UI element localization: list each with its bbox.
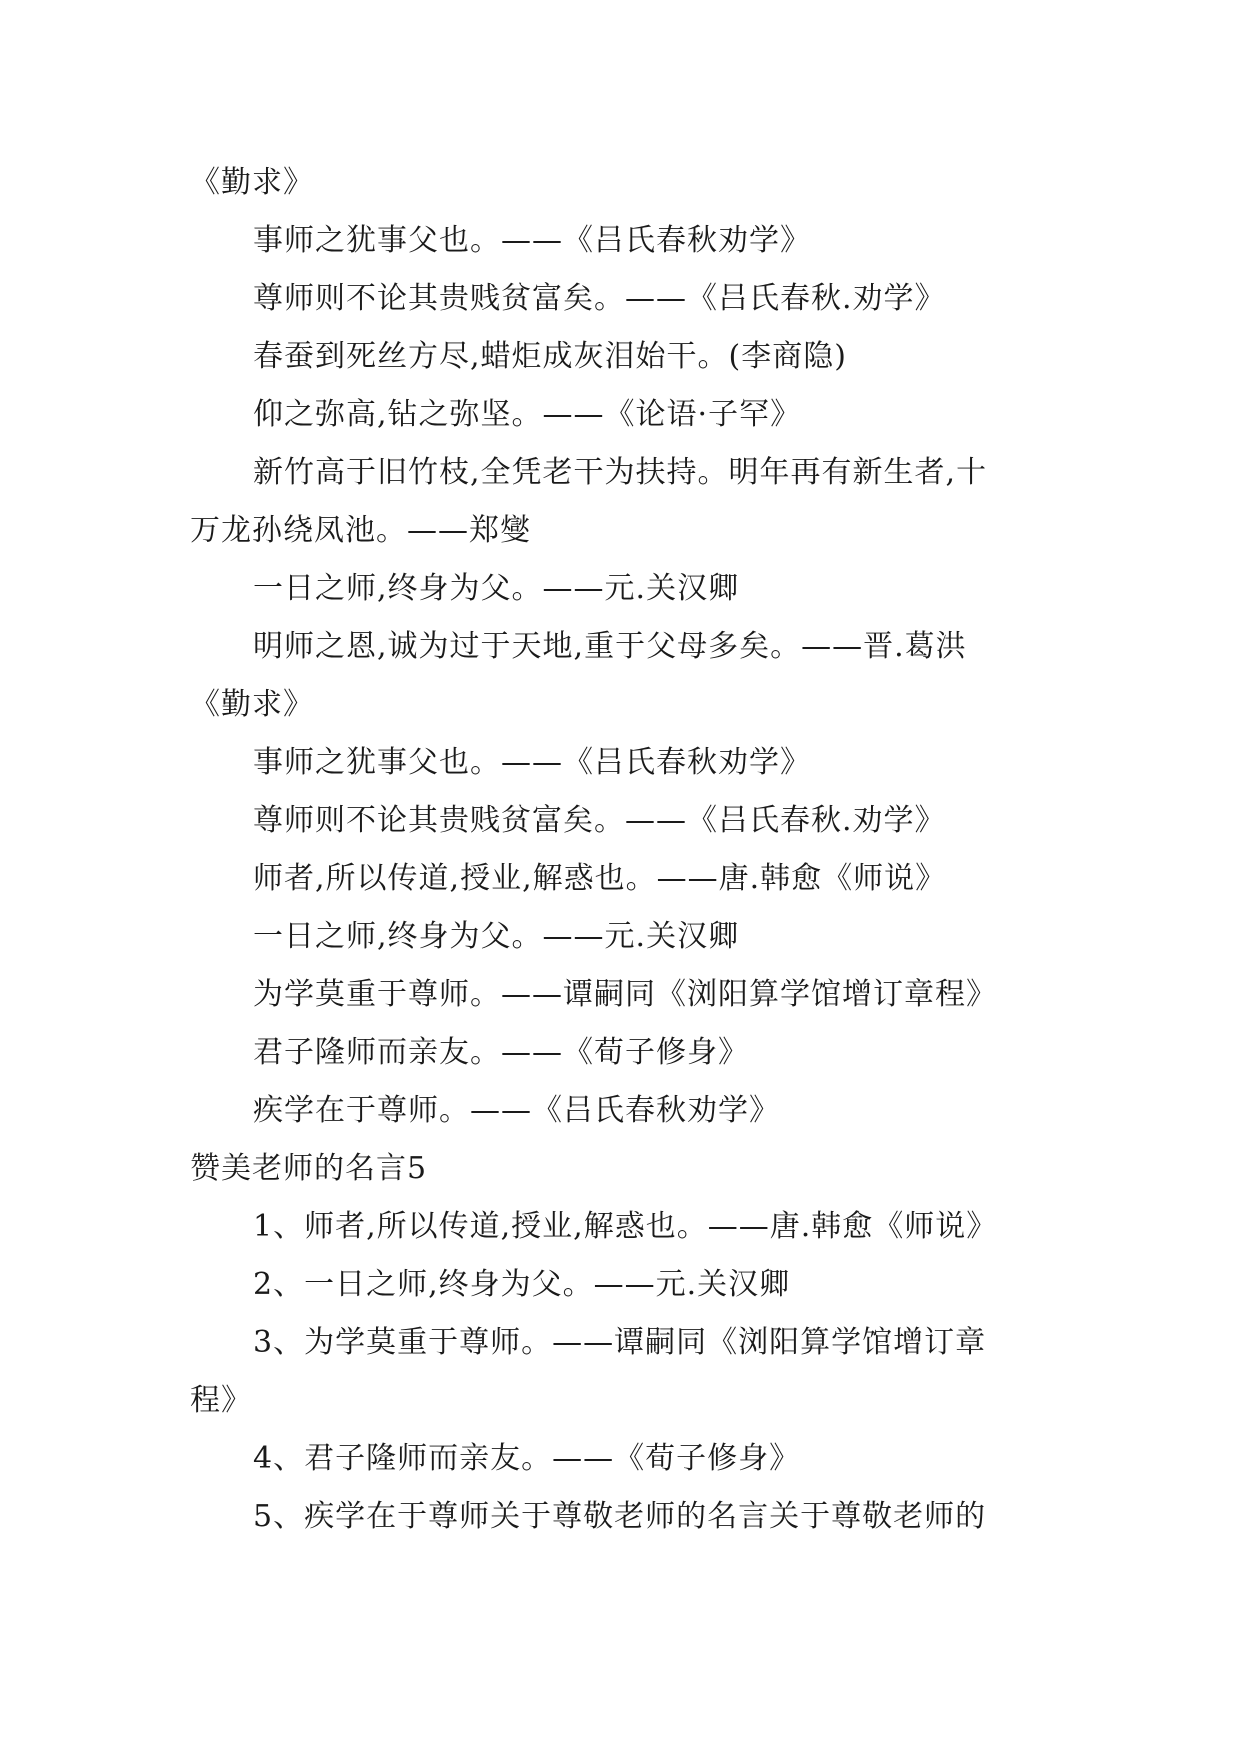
numbered-quote: 4、君子隆师而亲友。——《荀子修身》 <box>253 1441 801 1476</box>
quote-line-continued: 《勤求》 <box>190 687 314 722</box>
quote-line: 尊师则不论其贵贱贫富矣。——《吕氏春秋.劝学》 <box>253 281 946 316</box>
text-line: 《勤求》 <box>190 165 314 200</box>
numbered-quote: 2、一日之师,终身为父。——元.关汉卿 <box>253 1267 791 1302</box>
numbered-quote: 1、师者,所以传道,授业,解惑也。——唐.韩愈《师说》 <box>253 1209 998 1244</box>
quote-line: 明师之恩,诚为过于天地,重于父母多矣。——晋.葛洪 <box>253 629 967 664</box>
numbered-quote: 3、为学莫重于尊师。——谭嗣同《浏阳算学馆增订章 <box>253 1325 987 1360</box>
quote-line-continued: 万龙孙绕凤池。——郑燮 <box>190 513 531 548</box>
numbered-quote: 5、疾学在于尊师关于尊敬老师的名言关于尊敬老师的 <box>253 1499 987 1534</box>
quote-line: 新竹高于旧竹枝,全凭老干为扶持。明年再有新生者,十 <box>253 455 988 490</box>
quote-line: 春蚕到死丝方尽,蜡炬成灰泪始干。(李商隐) <box>253 339 847 374</box>
quote-line: 事师之犹事父也。——《吕氏春秋劝学》 <box>253 223 811 258</box>
quote-line: 事师之犹事父也。——《吕氏春秋劝学》 <box>253 745 811 780</box>
quote-line: 一日之师,终身为父。——元.关汉卿 <box>253 919 740 954</box>
quote-line: 一日之师,终身为父。——元.关汉卿 <box>253 571 740 606</box>
section-heading: 赞美老师的名言5 <box>190 1151 428 1186</box>
quote-line: 君子隆师而亲友。——《荀子修身》 <box>253 1035 749 1070</box>
quote-line: 疾学在于尊师。——《吕氏春秋劝学》 <box>253 1093 780 1128</box>
quote-line: 尊师则不论其贵贱贫富矣。——《吕氏春秋.劝学》 <box>253 803 946 838</box>
quote-line: 为学莫重于尊师。——谭嗣同《浏阳算学馆增订章程》 <box>253 977 997 1012</box>
quote-line: 仰之弥高,钻之弥坚。——《论语·子罕》 <box>253 397 802 432</box>
quote-line: 师者,所以传道,授业,解惑也。——唐.韩愈《师说》 <box>253 861 947 896</box>
numbered-quote-continued: 程》 <box>190 1383 252 1418</box>
